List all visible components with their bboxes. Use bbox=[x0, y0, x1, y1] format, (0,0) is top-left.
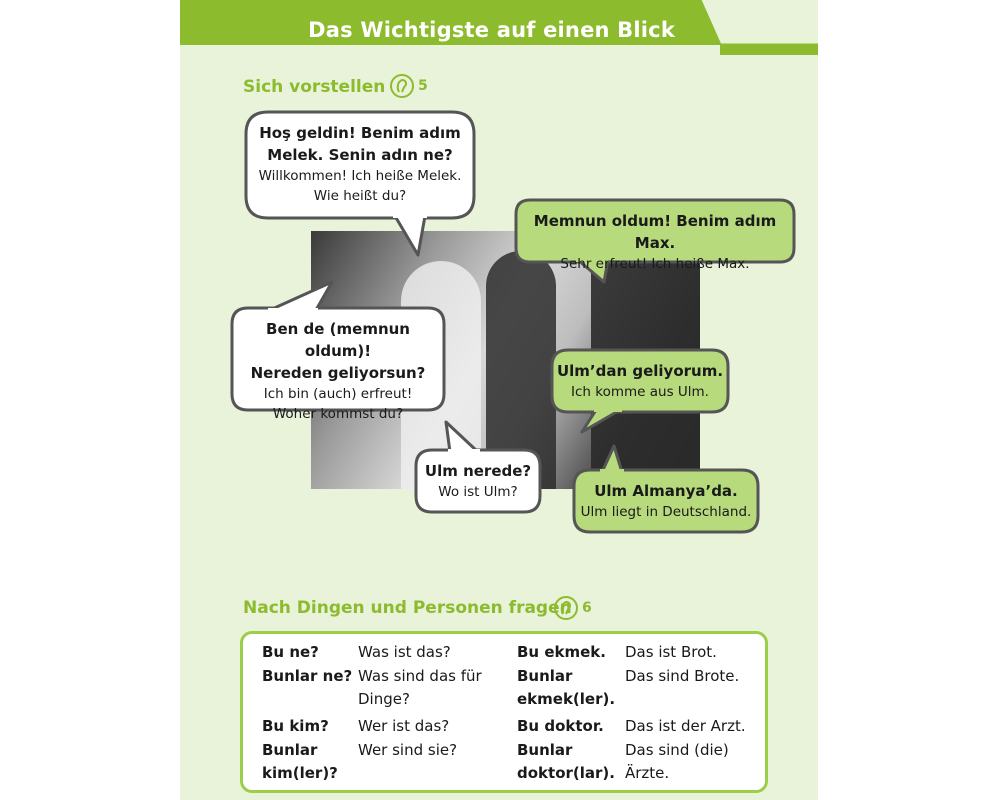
vocab-german: Ärzte. bbox=[625, 764, 670, 782]
bubble-1-german-line-1: Willkommen! Ich heiße Melek. bbox=[258, 168, 462, 184]
audio-track-number: 6 bbox=[582, 600, 592, 616]
ear-icon bbox=[554, 594, 578, 622]
bubble-3-turkish-line-2: Nereden geliyorsun? bbox=[250, 364, 426, 382]
bubble-2-turkish-line-1: Memnun oldum! Benim adım Max. bbox=[533, 212, 777, 252]
bubble-3-text bbox=[232, 318, 444, 424]
vocab-turkish: Bu kim? bbox=[262, 717, 329, 735]
vocab-german: Dinge? bbox=[358, 690, 410, 708]
vocab-german: Das sind (die) bbox=[625, 741, 729, 759]
bubble-4-german-line-1: Ich komme aus Ulm. bbox=[571, 384, 709, 400]
bubble-1-turkish-line-2: Melek. Senin adın ne? bbox=[267, 146, 453, 164]
bubble-6-german-line-1: Ulm liegt in Deutschland. bbox=[580, 504, 752, 520]
bubble-1-turkish-line-1: Hoş geldin! Benim adım bbox=[259, 124, 461, 142]
vocab-turkish: Bunlar bbox=[517, 741, 573, 759]
vocab-german: Was sind das für bbox=[358, 667, 482, 685]
bubble-2-german-line-1: Sehr erfreut! Ich heiße Max. bbox=[560, 256, 750, 272]
bubble-3-turkish-line-1: Ben de (memnun oldum)! bbox=[266, 320, 410, 360]
vocab-turkish: Bunlar bbox=[517, 667, 573, 685]
vocab-turkish: Bu ne? bbox=[262, 643, 319, 661]
vocab-turkish: Bu doktor. bbox=[517, 717, 604, 735]
vocab-german: Das ist der Arzt. bbox=[625, 717, 746, 735]
vocab-german: Was ist das? bbox=[358, 643, 451, 661]
bubble-4-text bbox=[552, 360, 728, 402]
vocab-turkish: ekmek(ler). bbox=[517, 690, 616, 708]
bubble-4-turkish-line-1: Ulm’dan geliyorum. bbox=[556, 362, 724, 380]
vocab-turkish: Bu ekmek. bbox=[517, 643, 606, 661]
bubble-1-german-line-2: Wie heißt du? bbox=[313, 188, 407, 204]
bubble-6-turkish-line-1: Ulm Almanya’da. bbox=[594, 482, 738, 500]
audio-ref-6[interactable] bbox=[554, 594, 592, 622]
audio-track-number: 5 bbox=[418, 78, 428, 94]
bubble-6-text bbox=[574, 480, 758, 522]
vocab-turkish: kim(ler)? bbox=[262, 764, 338, 782]
bubble-5-german-line-1: Wo ist Ulm? bbox=[438, 484, 518, 500]
section-title-introduce: Sich vorstellen bbox=[243, 77, 386, 97]
bubble-2-text bbox=[516, 210, 794, 274]
bubble-3-german-line-2: Woher kommst du? bbox=[272, 406, 404, 422]
vocab-german: Das ist Brot. bbox=[625, 643, 717, 661]
bubble-1-text bbox=[246, 122, 474, 206]
vocab-turkish: Bunlar bbox=[262, 741, 318, 759]
section-title-ask-things: Nach Dingen und Personen fragen bbox=[243, 598, 572, 618]
header-title: Das Wichtigste auf einen Blick bbox=[308, 18, 675, 42]
vocab-turkish: doktor(lar). bbox=[517, 764, 615, 782]
vocab-german: Wer ist das? bbox=[358, 717, 450, 735]
vocab-turkish: Bunlar ne? bbox=[262, 667, 353, 685]
vocab-german: Das sind Brote. bbox=[625, 667, 740, 685]
vocab-german: Wer sind sie? bbox=[358, 741, 458, 759]
bubble-5-turkish-line-1: Ulm nerede? bbox=[424, 462, 532, 480]
bubble-5-text bbox=[416, 460, 540, 502]
bubble-3-german-line-1: Ich bin (auch) erfreut! bbox=[263, 386, 413, 402]
